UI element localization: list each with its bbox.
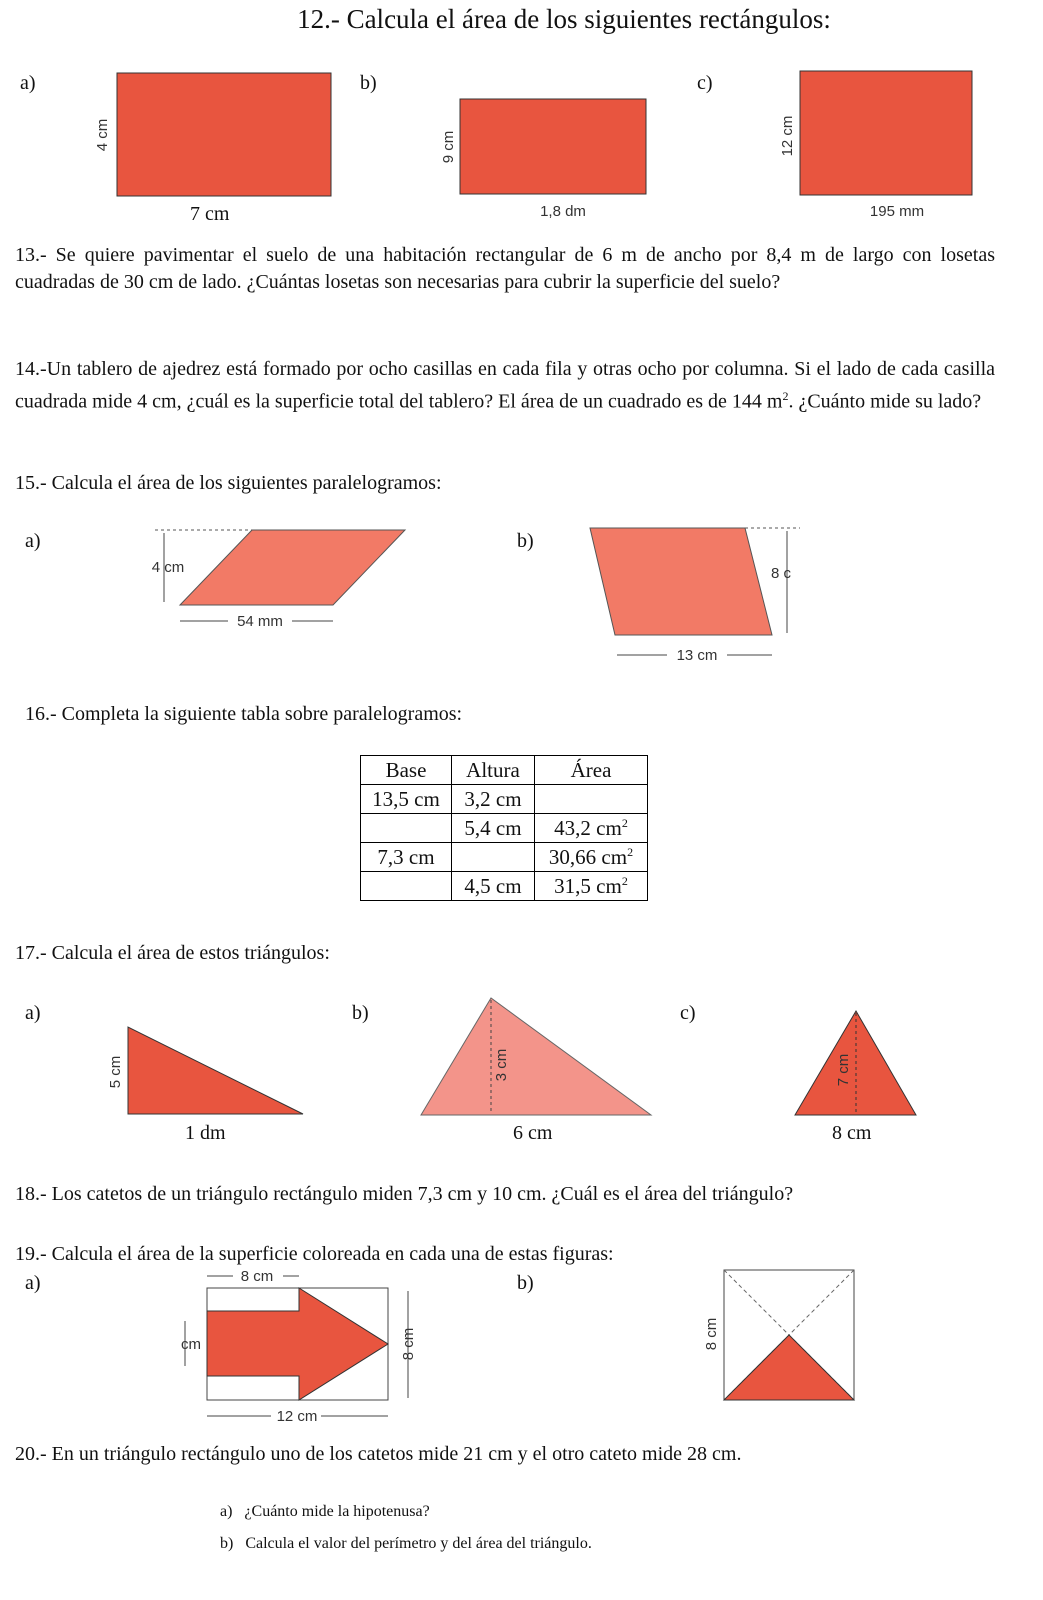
q12-b-height: 9 cm — [440, 130, 457, 164]
table-cell — [535, 872, 648, 901]
table-cell — [452, 843, 535, 872]
q12-c-height: 12 cm — [779, 115, 796, 157]
exercise-20-text: 20.- En un triángulo rectángulo uno de los catetos mide 21 cm y el otro cateto mide 28 cm. — [15, 1443, 742, 1465]
table-row — [361, 814, 648, 843]
cell-value: 43,2 cm — [554, 815, 622, 840]
table-cell: 7,3 cm — [361, 843, 452, 872]
sup: 2 — [627, 844, 634, 859]
table-cell — [361, 814, 452, 843]
q12-a-label: a) — [20, 72, 36, 94]
q17-b-triangle — [418, 995, 656, 1119]
q12-a-base: 7 cm — [190, 203, 230, 225]
table-cell — [361, 872, 452, 901]
exercise-17-text: 17.- Calcula el área de estos triángulos: — [15, 942, 330, 964]
q17-c-triangle — [792, 1008, 920, 1120]
q12-a-height: 4 cm — [94, 118, 111, 152]
exercise-12-title: 12.- Calcula el área de los siguientes rectángulos: — [297, 4, 831, 34]
q12-c-rectangle — [775, 68, 985, 228]
table-cell — [535, 843, 648, 872]
q15-a-base: 54 mm — [237, 613, 283, 630]
sup: 2 — [621, 815, 628, 830]
table-cell: 3,2 cm — [452, 785, 535, 814]
q14-sup: 2 — [782, 388, 789, 403]
q19-a-bottom: 12 cm — [276, 1408, 318, 1425]
q12-b-rectangle — [440, 95, 655, 225]
q14-tail: . ¿Cuánto mide su lado? — [788, 390, 982, 413]
table-row — [361, 785, 648, 814]
table-header-row — [361, 756, 648, 785]
q20-item-b: b) Calcula el valor del perímetro y del área del triángulo. — [220, 1535, 592, 1552]
table-cell — [535, 814, 648, 843]
q19-a-top: 8 cm — [240, 1268, 274, 1285]
q17-b-label: b) — [352, 1002, 369, 1024]
table-cell — [535, 785, 648, 814]
q15-a-height: 4 cm — [151, 559, 185, 576]
q19-a-arrow-figure — [175, 1266, 425, 1426]
q15-b-label: b) — [517, 530, 534, 552]
q17-a-label: a) — [25, 1002, 41, 1024]
q20-item-a: a) ¿Cuánto mide la hipotenusa? — [220, 1503, 430, 1520]
exercise-16-text: 16.- Completa la siguiente tabla sobre paralelogramos: — [25, 703, 463, 725]
q15-b-parallelogram — [585, 525, 805, 670]
q17-c-base: 8 cm — [832, 1122, 872, 1144]
q12-b-base: 1,8 dm — [540, 203, 586, 220]
q17-b-height: 3 cm — [493, 1048, 510, 1082]
cell-value: 30,66 cm — [548, 844, 628, 869]
table-cell: 4,5 cm — [452, 872, 535, 901]
exercise-19-text: 19.- Calcula el área de la superficie coloreada en cada una de estas figuras: — [15, 1243, 614, 1265]
exercise-13-text: 13.- Se quiere pavimentar el suelo de una habitación rectangular de 6 m de ancho por 8,4 m de largo con losetas cuadradas de 30 cm de lado. ¿Cuántas losetas son necesarias para cubrir la superficie del suelo? — [15, 244, 995, 293]
q12-c-label: c) — [697, 72, 713, 94]
q19-a-left: cm — [181, 1336, 201, 1353]
q17-a-triangle — [108, 1022, 308, 1118]
header-altura: Altura — [452, 756, 535, 785]
table-row — [361, 872, 648, 901]
exercise-15-text: 15.- Calcula el área de los siguientes paralelogramos: — [15, 472, 442, 494]
table-cell: 13,5 cm — [361, 785, 452, 814]
header-area: Área — [535, 756, 648, 785]
q17-a-base: 1 dm — [185, 1122, 226, 1144]
q19-a-right: 8 cm — [400, 1327, 417, 1361]
q17-b-base: 6 cm — [513, 1122, 553, 1144]
q12-b-label: b) — [360, 72, 377, 94]
q19-b-label: b) — [517, 1272, 534, 1294]
cell-value: 31,5 cm — [554, 873, 622, 898]
q17-c-label: c) — [680, 1002, 696, 1024]
q17-a-height: 5 cm — [107, 1055, 124, 1089]
sup: 2 — [621, 873, 628, 888]
header-base: Base — [361, 756, 452, 785]
exercise-14-text — [15, 356, 995, 415]
q19-b-square-figure — [700, 1266, 860, 1402]
q15-a-parallelogram — [140, 525, 415, 635]
q19-b-side: 8 cm — [703, 1317, 720, 1351]
q15-a-label: a) — [25, 530, 41, 552]
exercise-18-text: 18.- Los catetos de un triángulo rectángulo miden 7,3 cm y 10 cm. ¿Cuál es el área del triángulo? — [15, 1183, 794, 1205]
parallelogram-table — [360, 755, 648, 901]
table-cell: 5,4 cm — [452, 814, 535, 843]
q14-body: 14.-Un tablero de ajedrez está formado por ocho casillas en cada fila y otras ocho por columna. Si el lado de cada casilla cuadrada mide 4 cm, ¿cuál es la superficie total del tablero? El área de un cuadrado es de 144 m — [15, 358, 995, 413]
q15-b-base: 13 cm — [676, 647, 718, 664]
q15-b-height: 8 c — [771, 565, 792, 582]
q17-c-height: 7 cm — [835, 1053, 852, 1087]
table-row — [361, 843, 648, 872]
q19-a-label: a) — [25, 1272, 41, 1294]
q12-c-base: 195 mm — [869, 203, 925, 220]
